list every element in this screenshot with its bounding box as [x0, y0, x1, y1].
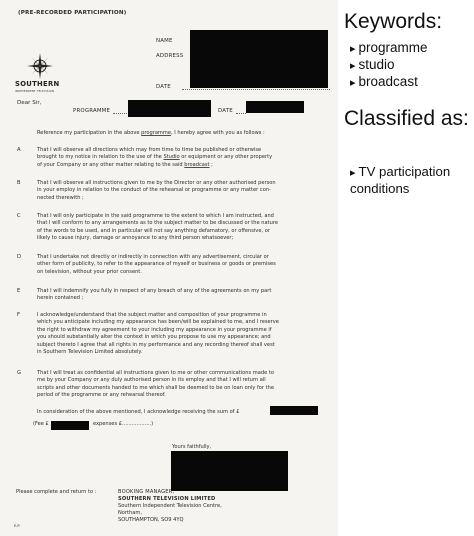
- intro-part-2: , I hereby agree with you as follows :: [171, 130, 265, 136]
- return-instruction: Please complete and return to :: [16, 489, 97, 495]
- keyword-label: programme: [358, 40, 428, 55]
- clause-line: likely to cause injury, damage or annoyance to any third person whatsoever;: [37, 235, 234, 242]
- classified-title: Classified as:: [344, 107, 469, 130]
- clause-line: I acknowledge/understand that the subject matter and composition of your programme in: [37, 312, 267, 318]
- clause-line: other form of publicity, to refer to the appearance of myself or business or goods or premises: [37, 261, 276, 268]
- bullet-icon: ▸: [350, 167, 356, 179]
- clause-letter: C: [17, 213, 21, 219]
- redacted-sum: [270, 406, 318, 415]
- date-line: [182, 89, 330, 90]
- keyword-item: [350, 40, 428, 55]
- compass-logo-icon: [27, 53, 53, 79]
- redacted-name-address: [190, 30, 328, 88]
- clause-line: of the words to be used, and in particular will not say anything defamatory, or offensive, or: [37, 227, 270, 234]
- clause-line: That I will only participate in the said programme to the extent to which I am instructed, and: [37, 213, 274, 219]
- clause-line: nected therewith ;: [37, 194, 84, 201]
- clause-line: me by your Company or any duly authorised person in its employ and that I will return all: [37, 377, 266, 384]
- fee-suffix: expenses £..................): [93, 421, 154, 427]
- programme-dots: [113, 113, 129, 114]
- clause-letter: G: [17, 370, 22, 376]
- return-address-line: SOUTHERN TELEVISION LIMITED: [118, 495, 216, 502]
- clause-line: in your employ in relation to the conduct of the rehearsal or programme or any matter con-: [37, 187, 271, 194]
- yours-faithfully: Yours faithfully,: [172, 444, 212, 450]
- clause-letter: D: [17, 254, 21, 260]
- clause-line: the right to withdraw my agreement to your including my appearance in your programme if: [37, 326, 272, 333]
- clause-line: on television, without your prior consent.: [37, 268, 142, 275]
- consideration-text: In consideration of the above mentioned, I acknowledge receiving the sum of £: [37, 409, 240, 415]
- clause-line: That I will treat as confidential all instructions given to me or other communications made to: [37, 370, 274, 376]
- return-address-line: SOUTHAMPTON, SO9 4YQ: [118, 516, 184, 523]
- redacted-programme-date: [246, 101, 304, 113]
- clause-line: period of the programme or any rehearsal thereof.: [37, 392, 166, 399]
- company-logo-subtext: INDEPENDENT TELEVISION: [15, 90, 55, 93]
- programme-date-dots: [236, 113, 246, 114]
- return-address: [118, 489, 222, 524]
- clause-line: That I undertake not directly or indirectly in connection with any advertisement, circular or: [37, 254, 269, 260]
- keyword-highlight: Studio: [163, 154, 180, 161]
- clause-line: in Southern Television Limited absolutely.: [37, 349, 143, 355]
- clause-line: scripts and other documents handed to me which shall be deemed to be on loan only for the: [37, 384, 274, 391]
- return-address-line: BOOKING MANAGER,: [118, 489, 175, 495]
- redacted-fee: [51, 421, 89, 430]
- keyword-label: studio: [358, 57, 395, 72]
- clause-letter: F: [17, 312, 20, 318]
- redacted-signature: [171, 451, 288, 491]
- clause-line: that I will conform to any arrangements as to the subject matter to be discussed or the nature: [37, 220, 278, 227]
- bullet-icon: ▸: [350, 60, 356, 72]
- classified-item: [350, 164, 472, 197]
- programme-label: PROGRAMME: [73, 108, 111, 114]
- salutation: Dear Sir,: [17, 100, 42, 106]
- keyword-label: broadcast: [358, 74, 418, 89]
- keyword-item: [350, 57, 395, 72]
- clause-line: That I will observe all instructions given to me by the Director or any other authorised person: [37, 180, 276, 186]
- fee-prefix: (Fee £: [33, 421, 49, 427]
- keyword-item: [350, 74, 418, 89]
- bullet-icon: ▸: [350, 43, 356, 55]
- address-label: ADDRESS: [156, 53, 184, 59]
- clause-line: which you anticipate including my appearance has been/will be explained to me, and I reserve: [37, 319, 279, 326]
- clause-line: brought to my notice in relation to the use of the Studio or equipment or any other property: [37, 154, 273, 161]
- clause-line: subject thereto I agree that all rights in my performance and any recording thereof shall vest: [37, 341, 275, 348]
- clause-letter: B: [17, 180, 21, 186]
- date-label: DATE: [156, 84, 171, 90]
- clause-letter: A: [17, 147, 21, 153]
- intro-text: [37, 130, 265, 137]
- return-address-line: Northam,: [118, 509, 142, 516]
- keyword-highlight: broadcast: [184, 161, 210, 168]
- clause-line: That I will observe all directions which may from time to time be published or otherwise: [37, 147, 262, 153]
- clause-line: of your Company or any other matter relating to the said broadcast ;: [37, 161, 213, 168]
- classified-label: TV participation conditions: [350, 164, 451, 196]
- clause-line: herein contained ;: [37, 295, 84, 302]
- intro-part-1: Reference my participation in the above: [37, 130, 142, 136]
- return-address-line: Southern Independent Television Centre,: [118, 502, 222, 509]
- company-logo-text: SOUTHERN: [15, 80, 60, 88]
- redacted-programme: [128, 100, 211, 117]
- bullet-icon: ▸: [350, 77, 356, 89]
- name-label: NAME: [156, 38, 173, 44]
- programme-date-label: DATE: [218, 108, 233, 114]
- clause-line: That I will indemnify you fully in respect of any breach of any of the agreements on my part: [37, 288, 272, 294]
- keyword-programme: programme: [141, 130, 171, 136]
- clause-line: you should substantially alter the context in which you propose to use my appearance; and: [37, 334, 271, 341]
- keywords-title: Keywords:: [344, 10, 443, 33]
- footer-code: E.P.: [14, 524, 21, 528]
- clause-letter: E: [17, 288, 21, 294]
- form-header: (PRE-RECORDED PARTICIPATION): [18, 10, 127, 16]
